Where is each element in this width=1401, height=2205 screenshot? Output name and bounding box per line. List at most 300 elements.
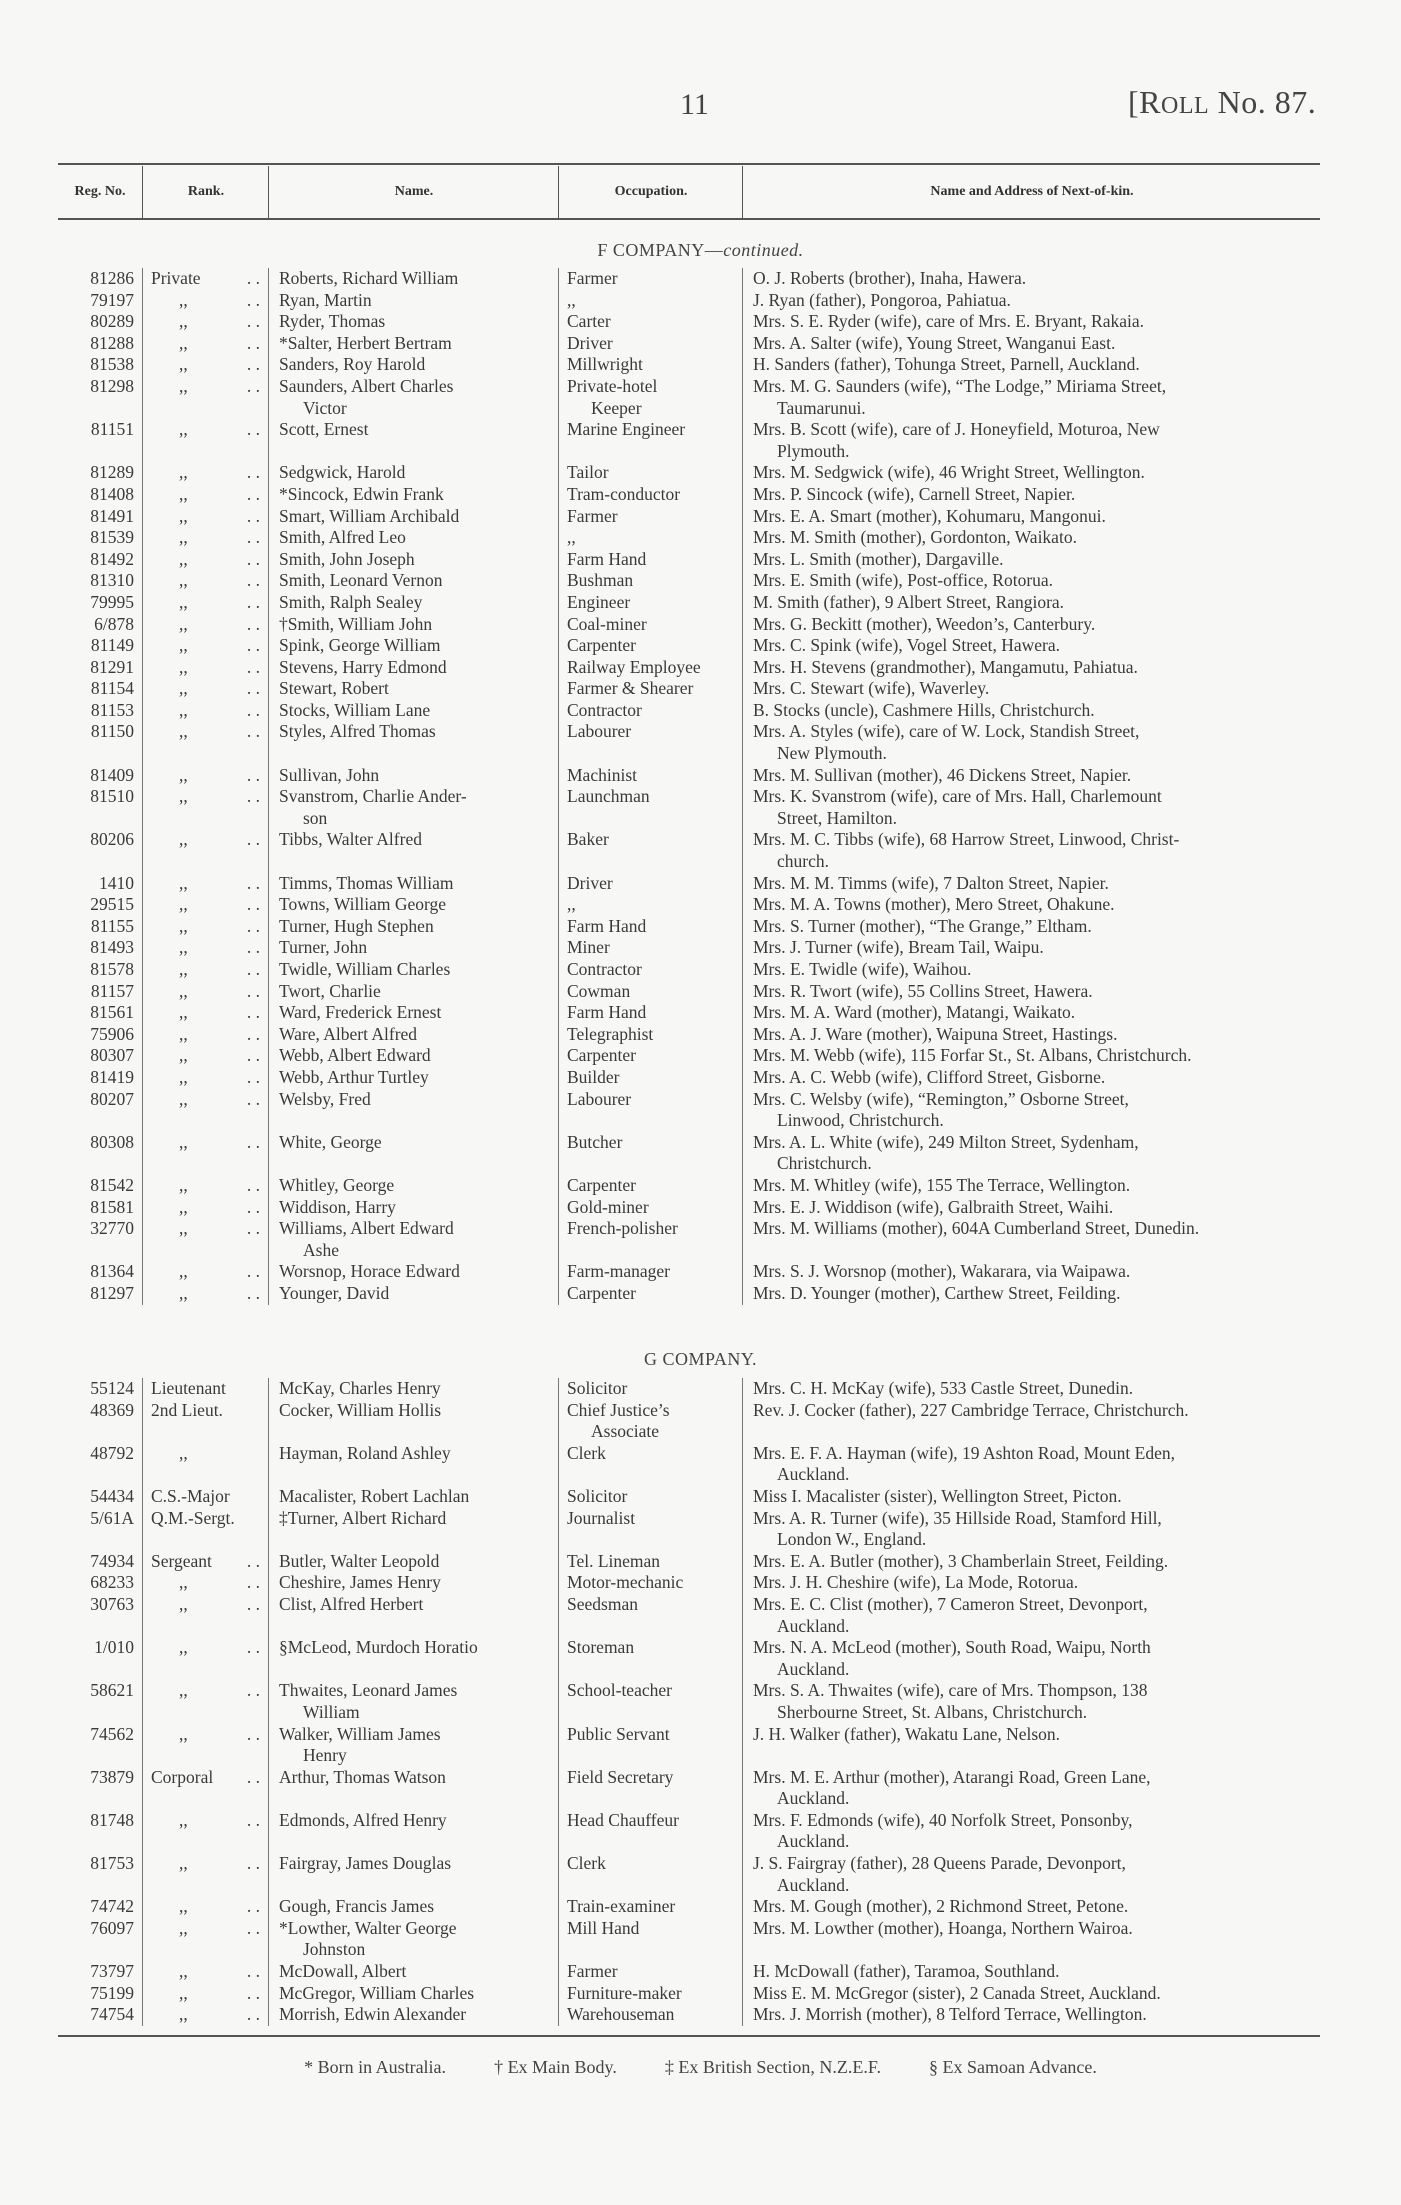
name-cell: Worsnop, Horace Edward [268, 1261, 558, 1283]
reg-no-cell: 29515 [90, 894, 134, 915]
reg-no-cell: 79197 [90, 289, 134, 310]
rank-cell: ,, . . [142, 829, 268, 872]
name-cell: Cocker, William Hollis [268, 1400, 558, 1443]
name-cell: Timms, Thomas William [268, 873, 558, 895]
reg-no-cell: 81291 [90, 656, 134, 677]
reg-no-cell: 81151 [90, 419, 134, 440]
footnote-ex-main-body: † Ex Main Body. [494, 2057, 617, 2077]
rank-cell: ,, . . [142, 959, 268, 981]
next-of-kin-cell: J. S. Fairgray (father), 28 Queens Parade, Devonport, Auckland. [742, 1853, 1320, 1896]
name-cell: Sanders, Roy Harold [268, 354, 558, 376]
next-of-kin-cell: Mrs. M. Webb (wife), 115 Forfar St., St. Albans, Christchurch. [742, 1045, 1320, 1067]
header-reg-no: Reg. No. [74, 184, 126, 199]
rank-cell: ,, . . [142, 1918, 268, 1961]
rank-cell: ,, . . [142, 1197, 268, 1219]
table-row [58, 1853, 1320, 1896]
occupation-cell: Tel. Lineman [558, 1551, 742, 1573]
next-of-kin-cell: Mrs. E. Smith (wife), Post-office, Rotorua. [742, 570, 1320, 592]
name-cell: Walker, William James Henry [268, 1724, 558, 1767]
occupation-cell: Driver [558, 873, 742, 895]
footnote-ex-british-section: ‡ Ex British Section, N.Z.E.F. [664, 2057, 881, 2077]
rank-cell: ,, . . [142, 1896, 268, 1918]
table-row [58, 311, 1320, 333]
table-row [58, 1680, 1320, 1723]
reg-no-cell: 75906 [90, 1023, 134, 1044]
table-row [58, 1197, 1320, 1219]
table-row [58, 894, 1320, 916]
name-cell: Cheshire, James Henry [268, 1572, 558, 1594]
reg-no-cell: 75199 [90, 1982, 134, 2003]
occupation-cell: Public Servant [558, 1724, 742, 1767]
rank-cell: ,, . . [142, 1594, 268, 1637]
name-cell: Hayman, Roland Ashley [268, 1443, 558, 1486]
table-row [58, 657, 1320, 679]
next-of-kin-cell: Mrs. A. Salter (wife), Young Street, Wanganui East. [742, 333, 1320, 355]
occupation-cell: Clerk [558, 1443, 742, 1486]
next-of-kin-cell: J. H. Walker (father), Wakatu Lane, Nelson. [742, 1724, 1320, 1767]
rank-cell: ,, . . [142, 1175, 268, 1197]
header-next-of-kin: Name and Address of Next-of-kin. [742, 166, 1321, 218]
next-of-kin-cell: Mrs. M. A. Ward (mother), Matangi, Waikato. [742, 1002, 1320, 1024]
reg-no-cell: 73797 [90, 1961, 134, 1982]
name-cell: Saunders, Albert Charles Victor [268, 376, 558, 419]
rank-cell: ,, . . [142, 527, 268, 549]
reg-no-cell: 74742 [90, 1896, 134, 1917]
next-of-kin-cell: Mrs. E. A. Smart (mother), Kohumaru, Mangonui. [742, 506, 1320, 528]
table-row [58, 1637, 1320, 1680]
reg-no-cell: 81578 [90, 959, 134, 979]
rank-cell: ,, . . [142, 1261, 268, 1283]
occupation-cell: ,, [558, 894, 742, 916]
table-row [58, 333, 1320, 355]
rank-cell: ,, . . [142, 570, 268, 592]
occupation-cell: Farm-manager [558, 1261, 742, 1283]
table-row [58, 268, 1320, 290]
occupation-cell: Mill Hand [558, 1918, 742, 1961]
column-header [58, 166, 1320, 218]
rank-cell: ,, . . [142, 419, 268, 462]
table-row [58, 1551, 1320, 1573]
footnotes [0, 2057, 1401, 2078]
occupation-cell: Railway Employee [558, 657, 742, 679]
occupation-cell: Carpenter [558, 1175, 742, 1197]
header-rank: Rank. [142, 166, 269, 218]
reg-no-cell: 74754 [90, 2004, 134, 2025]
table-row [58, 1002, 1320, 1024]
name-cell: Younger, David [268, 1283, 558, 1305]
name-cell: Ward, Frederick Ernest [268, 1002, 558, 1024]
rank-cell: ,, . . [142, 1961, 268, 1983]
next-of-kin-cell: Mrs. M. G. Saunders (wife), “The Lodge,” Miriama Street, Taumarunui. [742, 376, 1320, 419]
next-of-kin-cell: Mrs. C. Stewart (wife), Waverley. [742, 678, 1320, 700]
rank-cell: ,, . . [142, 290, 268, 312]
rank-cell: ,, . . [142, 635, 268, 657]
rank-cell: ,, . . [142, 678, 268, 700]
name-cell: Morrish, Edwin Alexander [268, 2004, 558, 2026]
next-of-kin-cell: Mrs. M. Williams (mother), 604A Cumberland Street, Dunedin. [742, 1218, 1320, 1261]
occupation-cell: Machinist [558, 765, 742, 787]
reg-no-cell: 1410 [99, 872, 134, 893]
reg-no-cell: 48369 [90, 1399, 134, 1420]
next-of-kin-cell: Mrs. E. A. Butler (mother), 3 Chamberlain Street, Feilding. [742, 1551, 1320, 1573]
table-row [58, 1724, 1320, 1767]
name-cell: Stocks, William Lane [268, 700, 558, 722]
name-cell: Ryder, Thomas [268, 311, 558, 333]
occupation-cell: Farmer [558, 268, 742, 290]
table-row [58, 592, 1320, 614]
reg-no-cell: 81154 [90, 678, 134, 699]
table-row [58, 1961, 1320, 1983]
next-of-kin-cell: Mrs. A. J. Ware (mother), Waipuna Street, Hastings. [742, 1024, 1320, 1046]
header-bottom-rule [58, 218, 1320, 220]
rank-cell: ,, . . [142, 354, 268, 376]
reg-no-cell: 81539 [90, 527, 134, 548]
reg-no-cell: 81288 [90, 332, 134, 353]
next-of-kin-cell: H. Sanders (father), Tohunga Street, Parnell, Auckland. [742, 354, 1320, 376]
name-cell: Smart, William Archibald [268, 506, 558, 528]
table-row [58, 1918, 1320, 1961]
occupation-cell: Millwright [558, 354, 742, 376]
rank-cell: ,, . . [142, 873, 268, 895]
rank-cell: ,, . . [142, 1853, 268, 1896]
rank-cell: ,, . . [142, 721, 268, 764]
occupation-cell: Farm Hand [558, 916, 742, 938]
rank-cell: ,, . . [142, 614, 268, 636]
name-cell: Svanstrom, Charlie Ander- son [268, 786, 558, 829]
occupation-cell: Carpenter [558, 635, 742, 657]
reg-no-cell: 81149 [90, 635, 134, 656]
reg-no-cell: 81748 [90, 1809, 134, 1830]
reg-no-cell: 80206 [90, 829, 134, 850]
rank-cell: Lieutenant [142, 1378, 268, 1400]
occupation-cell: Builder [558, 1067, 742, 1089]
section-title-g-company: G COMPANY. [643, 1349, 758, 1369]
rank-cell: Corporal . . [142, 1767, 268, 1810]
name-cell: Butler, Walter Leopold [268, 1551, 558, 1573]
reg-no-cell: 68233 [90, 1572, 134, 1593]
name-cell: Twort, Charlie [268, 981, 558, 1003]
table-row [58, 721, 1320, 764]
table-row [58, 1486, 1320, 1508]
table-row [58, 1218, 1320, 1261]
header-top-rule [58, 163, 1320, 165]
table-row [58, 1378, 1320, 1400]
name-cell: Stevens, Harry Edmond [268, 657, 558, 679]
reg-no-cell: 80308 [90, 1131, 134, 1152]
rank-cell: ,, . . [142, 1572, 268, 1594]
next-of-kin-cell: Mrs. M. Sullivan (mother), 46 Dickens Street, Napier. [742, 765, 1320, 787]
next-of-kin-cell: Mrs. S. A. Thwaites (wife), care of Mrs. Thompson, 138 Sherbourne Street, St. Albans, Christchurch. [742, 1680, 1320, 1723]
occupation-cell: Solicitor [558, 1486, 742, 1508]
reg-no-cell: 55124 [90, 1378, 134, 1398]
reg-no-cell: 81493 [90, 937, 134, 958]
occupation-cell: Storeman [558, 1637, 742, 1680]
name-cell: Turner, John [268, 937, 558, 959]
name-cell: Ware, Albert Alfred [268, 1024, 558, 1046]
occupation-cell: Launchman [558, 786, 742, 829]
header-occupation: Occupation. [558, 166, 743, 218]
name-cell: Williams, Albert Edward Ashe [268, 1218, 558, 1261]
name-cell: Twidle, William Charles [268, 959, 558, 981]
roll-suffix: No. 87. [1209, 84, 1317, 120]
next-of-kin-cell: J. Ryan (father), Pongoroa, Pahiatua. [742, 290, 1320, 312]
next-of-kin-cell: Mrs. P. Sincock (wife), Carnell Street, Napier. [742, 484, 1320, 506]
reg-no-cell: 6/878 [94, 613, 134, 634]
table-row [58, 1767, 1320, 1810]
name-cell: Stewart, Robert [268, 678, 558, 700]
occupation-cell: Farmer & Shearer [558, 678, 742, 700]
name-cell: Widdison, Harry [268, 1197, 558, 1219]
rank-cell: ,, . . [142, 484, 268, 506]
next-of-kin-cell: Mrs. A. L. White (wife), 249 Milton Street, Sydenham, Christchurch. [742, 1132, 1320, 1175]
table-row [58, 1983, 1320, 2005]
table-row [58, 1024, 1320, 1046]
name-cell: †Smith, William John [268, 614, 558, 636]
reg-no-cell: 81561 [90, 1002, 134, 1023]
rank-cell: ,, . . [142, 916, 268, 938]
footer-rule [58, 2035, 1320, 2037]
next-of-kin-cell: Mrs. A. Styles (wife), care of W. Lock, Standish Street, New Plymouth. [742, 721, 1320, 764]
occupation-cell: Farm Hand [558, 549, 742, 571]
reg-no-cell: 58621 [90, 1680, 134, 1701]
next-of-kin-cell: Mrs. E. C. Clist (mother), 7 Cameron Street, Devonport, Auckland. [742, 1594, 1320, 1637]
reg-no-cell: 81364 [90, 1261, 134, 1282]
reg-no-cell: 80289 [90, 311, 134, 332]
name-cell: Webb, Albert Edward [268, 1045, 558, 1067]
reg-no-cell: 81157 [90, 980, 134, 1001]
next-of-kin-cell: Mrs. E. Twidle (wife), Waihou. [742, 959, 1320, 981]
table-row [58, 1400, 1320, 1443]
occupation-cell: Motor-mechanic [558, 1572, 742, 1594]
occupation-cell: Marine Engineer [558, 419, 742, 462]
roll-smallcaps: OLL [1161, 93, 1210, 119]
reg-no-cell: 81542 [90, 1174, 134, 1195]
occupation-cell: Tailor [558, 462, 742, 484]
rank-cell: ,, . . [142, 1724, 268, 1767]
next-of-kin-cell: Mrs. D. Younger (mother), Carthew Street, Feilding. [742, 1283, 1320, 1305]
name-cell: *Sincock, Edwin Frank [268, 484, 558, 506]
occupation-cell: Tram-conductor [558, 484, 742, 506]
rank-cell: ,, . . [142, 1637, 268, 1680]
table-row [58, 1594, 1320, 1637]
next-of-kin-cell: Mrs. M. Whitley (wife), 155 The Terrace, Wellington. [742, 1175, 1320, 1197]
next-of-kin-cell: Mrs. E. J. Widdison (wife), Galbraith Street, Waihi. [742, 1197, 1320, 1219]
occupation-cell: Coal-miner [558, 614, 742, 636]
rank-cell: C.S.-Major [142, 1486, 268, 1508]
rank-cell: ,, . . [142, 1218, 268, 1261]
rank-cell: ,, . . [142, 700, 268, 722]
occupation-cell: School-teacher [558, 1680, 742, 1723]
name-cell: Smith, Ralph Sealey [268, 592, 558, 614]
name-cell: §McLeod, Murdoch Horatio [268, 1637, 558, 1680]
name-cell: Macalister, Robert Lachlan [268, 1486, 558, 1508]
next-of-kin-cell: Miss I. Macalister (sister), Wellington Street, Picton. [742, 1486, 1320, 1508]
reg-no-cell: 81491 [90, 505, 134, 526]
footnote-born-australia: * Born in Australia. [304, 2057, 447, 2077]
reg-no-cell: 81419 [90, 1066, 134, 1087]
rank-cell: ,, . . [142, 1680, 268, 1723]
reg-no-cell: 73879 [90, 1766, 134, 1787]
table-row [58, 1896, 1320, 1918]
reg-no-cell: 48792 [90, 1442, 134, 1463]
occupation-cell: Engineer [558, 592, 742, 614]
next-of-kin-cell: Mrs. S. E. Ryder (wife), care of Mrs. E. Bryant, Rakaia. [742, 311, 1320, 333]
reg-no-cell: 74934 [90, 1550, 134, 1571]
table-row [58, 1572, 1320, 1594]
table-row [58, 937, 1320, 959]
next-of-kin-cell: Mrs. J. H. Cheshire (wife), La Mode, Rotorua. [742, 1572, 1320, 1594]
reg-no-cell: 54434 [90, 1485, 134, 1506]
occupation-cell: Carpenter [558, 1283, 742, 1305]
next-of-kin-cell: Mrs. M. Smith (mother), Gordonton, Waikato. [742, 527, 1320, 549]
roll-number [1128, 84, 1316, 121]
reg-no-cell: 5/61A [90, 1507, 134, 1528]
section-title-f-company: F COMPANY—continued. [597, 240, 804, 260]
name-cell: Fairgray, James Douglas [268, 1853, 558, 1896]
name-cell: Welsby, Fred [268, 1089, 558, 1132]
occupation-cell: Cowman [558, 981, 742, 1003]
rank-cell: ,, . . [142, 1024, 268, 1046]
table-row [58, 614, 1320, 636]
next-of-kin-cell: H. McDowall (father), Taramoa, Southland. [742, 1961, 1320, 1983]
rank-cell: ,, . . [142, 937, 268, 959]
next-of-kin-cell: Mrs. G. Beckitt (mother), Weedon’s, Canterbury. [742, 614, 1320, 636]
name-cell: Whitley, George [268, 1175, 558, 1197]
occupation-cell: Bushman [558, 570, 742, 592]
occupation-cell: Carpenter [558, 1045, 742, 1067]
reg-no-cell: 81297 [90, 1282, 134, 1303]
rank-cell: ,, . . [142, 894, 268, 916]
name-cell: McGregor, William Charles [268, 1983, 558, 2005]
reg-no-cell: 81298 [90, 375, 134, 396]
occupation-cell: Carter [558, 311, 742, 333]
occupation-cell: Driver [558, 333, 742, 355]
table-row [58, 419, 1320, 462]
table-row [58, 765, 1320, 787]
occupation-cell: Solicitor [558, 1378, 742, 1400]
rank-cell: ,, . . [142, 2004, 268, 2026]
header-name: Name. [268, 166, 559, 218]
rank-cell: ,, . . [142, 1089, 268, 1132]
next-of-kin-cell: M. Smith (father), 9 Albert Street, Rangiora. [742, 592, 1320, 614]
name-cell: *Lowther, Walter George Johnston [268, 1918, 558, 1961]
reg-no-cell: 81153 [90, 699, 134, 720]
table-row [58, 462, 1320, 484]
occupation-cell: ,, [558, 290, 742, 312]
table-row [58, 635, 1320, 657]
name-cell: Smith, John Joseph [268, 549, 558, 571]
reg-no-cell: 1/010 [94, 1637, 134, 1658]
table-row [58, 1132, 1320, 1175]
occupation-cell: Farmer [558, 1961, 742, 1983]
next-of-kin-cell: Mrs. M. Gough (mother), 2 Richmond Street, Petone. [742, 1896, 1320, 1918]
next-of-kin-cell: Mrs. A. C. Webb (wife), Clifford Street, Gisborne. [742, 1067, 1320, 1089]
table-row [58, 873, 1320, 895]
name-cell: White, George [268, 1132, 558, 1175]
table-row [58, 484, 1320, 506]
next-of-kin-cell: O. J. Roberts (brother), Inaha, Hawera. [742, 268, 1320, 290]
next-of-kin-cell: Mrs. C. Welsby (wife), “Remington,” Osborne Street, Linwood, Christchurch. [742, 1089, 1320, 1132]
name-cell: Tibbs, Walter Alfred [268, 829, 558, 872]
name-cell: *Salter, Herbert Bertram [268, 333, 558, 355]
name-cell: Arthur, Thomas Watson [268, 1767, 558, 1810]
reg-no-cell: 80307 [90, 1045, 134, 1066]
reg-no-cell: 81409 [90, 764, 134, 785]
reg-no-cell: 81289 [90, 462, 134, 483]
next-of-kin-cell: Mrs. R. Twort (wife), 55 Collins Street, Hawera. [742, 981, 1320, 1003]
next-of-kin-cell: Mrs. B. Scott (wife), care of J. Honeyfield, Moturoa, New Plymouth. [742, 419, 1320, 462]
next-of-kin-cell: Mrs. M. Lowther (mother), Hoanga, Northern Wairoa. [742, 1918, 1320, 1961]
name-cell: Smith, Alfred Leo [268, 527, 558, 549]
occupation-cell: Baker [558, 829, 742, 872]
reg-no-cell: 30763 [90, 1593, 134, 1614]
name-cell: McKay, Charles Henry [268, 1378, 558, 1400]
rank-cell: ,, [142, 1443, 268, 1486]
occupation-cell: Butcher [558, 1132, 742, 1175]
occupation-cell: Train-examiner [558, 1896, 742, 1918]
rank-cell: ,, . . [142, 1810, 268, 1853]
reg-no-cell: 81581 [90, 1196, 134, 1217]
occupation-cell: Labourer [558, 721, 742, 764]
reg-no-cell: 81538 [90, 354, 134, 375]
table-g-company [58, 1378, 1320, 2026]
rank-cell: 2nd Lieut. [142, 1400, 268, 1443]
reg-no-cell: 74562 [90, 1723, 134, 1744]
reg-no-cell: 76097 [90, 1917, 134, 1938]
occupation-cell: Private-hotel Keeper [558, 376, 742, 419]
name-cell: Thwaites, Leonard James William [268, 1680, 558, 1723]
table-row [58, 570, 1320, 592]
rank-cell: ,, . . [142, 1983, 268, 2005]
name-cell: Scott, Ernest [268, 419, 558, 462]
table-row [58, 354, 1320, 376]
occupation-cell: Journalist [558, 1508, 742, 1551]
reg-no-cell: 81510 [90, 786, 134, 807]
table-row [58, 981, 1320, 1003]
table-row [58, 1283, 1320, 1305]
rank-cell: ,, . . [142, 1045, 268, 1067]
table-f-company [58, 268, 1320, 1305]
rank-cell: ,, . . [142, 765, 268, 787]
name-cell: McDowall, Albert [268, 1961, 558, 1983]
next-of-kin-cell: Miss E. M. McGregor (sister), 2 Canada Street, Auckland. [742, 1983, 1320, 2005]
occupation-cell: ,, [558, 527, 742, 549]
table-row [58, 527, 1320, 549]
table-row [58, 506, 1320, 528]
next-of-kin-cell: Mrs. A. R. Turner (wife), 35 Hillside Road, Stamford Hill, London W., England. [742, 1508, 1320, 1551]
reg-no-cell: 79995 [90, 591, 134, 612]
rank-cell: ,, . . [142, 981, 268, 1003]
rank-cell: Q.M.-Sergt. [142, 1508, 268, 1551]
table-row [58, 1175, 1320, 1197]
table-row [58, 1443, 1320, 1486]
occupation-cell: Telegraphist [558, 1024, 742, 1046]
name-cell: Sullivan, John [268, 765, 558, 787]
table-row [58, 1810, 1320, 1853]
reg-no-cell: 81150 [90, 721, 134, 742]
next-of-kin-cell: Mrs. L. Smith (mother), Dargaville. [742, 549, 1320, 571]
rank-cell: ,, . . [142, 549, 268, 571]
rank-cell: ,, . . [142, 333, 268, 355]
name-cell: ‡Turner, Albert Richard [268, 1508, 558, 1551]
table-row [58, 700, 1320, 722]
name-cell: Ryan, Martin [268, 290, 558, 312]
reg-no-cell: 81753 [90, 1853, 134, 1874]
table-row [58, 376, 1320, 419]
next-of-kin-cell: Mrs. J. Turner (wife), Bream Tail, Waipu. [742, 937, 1320, 959]
next-of-kin-cell: Mrs. M. E. Arthur (mother), Atarangi Road, Green Lane, Auckland. [742, 1767, 1320, 1810]
table-row [58, 829, 1320, 872]
